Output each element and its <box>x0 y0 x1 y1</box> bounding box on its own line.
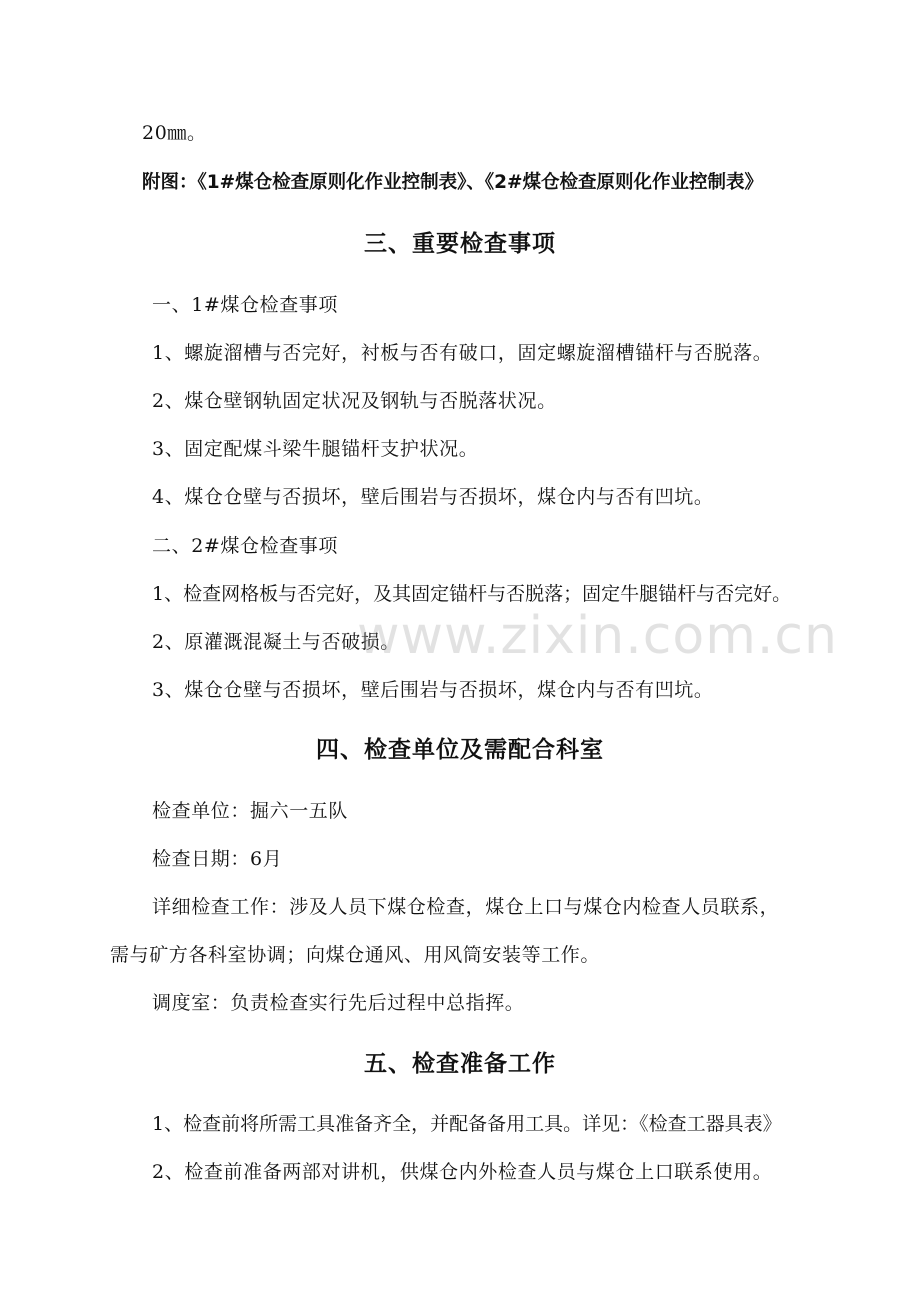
appendix-note: 附图：《1#煤仓检查原则化作业控制表》、《2#煤仓检查原则化作业控制表》 <box>142 172 763 193</box>
inspection-unit: 检查单位：掘六一五队 <box>152 800 349 822</box>
list-item: 4、煤仓仓壁与否损坏，壁后围岩与否损坏，煤仓内与否有凹坑。 <box>152 486 714 508</box>
subsection-1-title: 一、1#煤仓检查事项 <box>152 294 339 316</box>
list-item: 1、螺旋溜槽与否完好，衬板与否有破口，固定螺旋溜槽锚杆与否脱落。 <box>152 342 773 364</box>
list-item: 2、煤仓壁钢轨固定状况及钢轨与否脱落状况。 <box>152 390 557 412</box>
subsection-2-title: 二、2#煤仓检查事项 <box>152 535 339 557</box>
inspection-date: 检查日期：6月 <box>152 848 283 870</box>
continued-text: 20㎜。 <box>142 122 207 144</box>
list-item: 3、煤仓仓壁与否损坏，壁后围岩与否损坏，煤仓内与否有凹坑。 <box>152 679 714 701</box>
section-4-heading: 四、检查单位及需配合科室 <box>316 737 604 763</box>
section-3-heading: 三、重要检查事项 <box>364 231 556 257</box>
list-item: 1、检查网格板与否完好，及其固定锚杆与否脱落；固定牛腿锚杆与否完好。 <box>152 583 792 605</box>
watermark: www.zixin.com.cn <box>357 606 838 666</box>
work-description-line-2: 需与矿方各科室协调；向煤仓通风、用风筒安装等工作。 <box>110 944 601 966</box>
dispatch-room: 调度室：负责检查实行先后过程中总指挥。 <box>152 992 525 1014</box>
list-item: 3、固定配煤斗梁牛腿锚杆支护状况。 <box>152 438 479 460</box>
list-item: 1、检查前将所需工具准备齐全，并配备备用工具。详见：《检查工器具表》 <box>152 1113 782 1135</box>
list-item: 2、检查前准备两部对讲机，供煤仓内外检查人员与煤仓上口联系使用。 <box>152 1161 773 1183</box>
section-5-heading: 五、检查准备工作 <box>364 1051 556 1077</box>
work-description-line-1: 详细检查工作：涉及人员下煤仓检查，煤仓上口与煤仓内检查人员联系， <box>152 896 780 918</box>
list-item: 2、原灌溉混凝土与否破损。 <box>152 631 400 653</box>
